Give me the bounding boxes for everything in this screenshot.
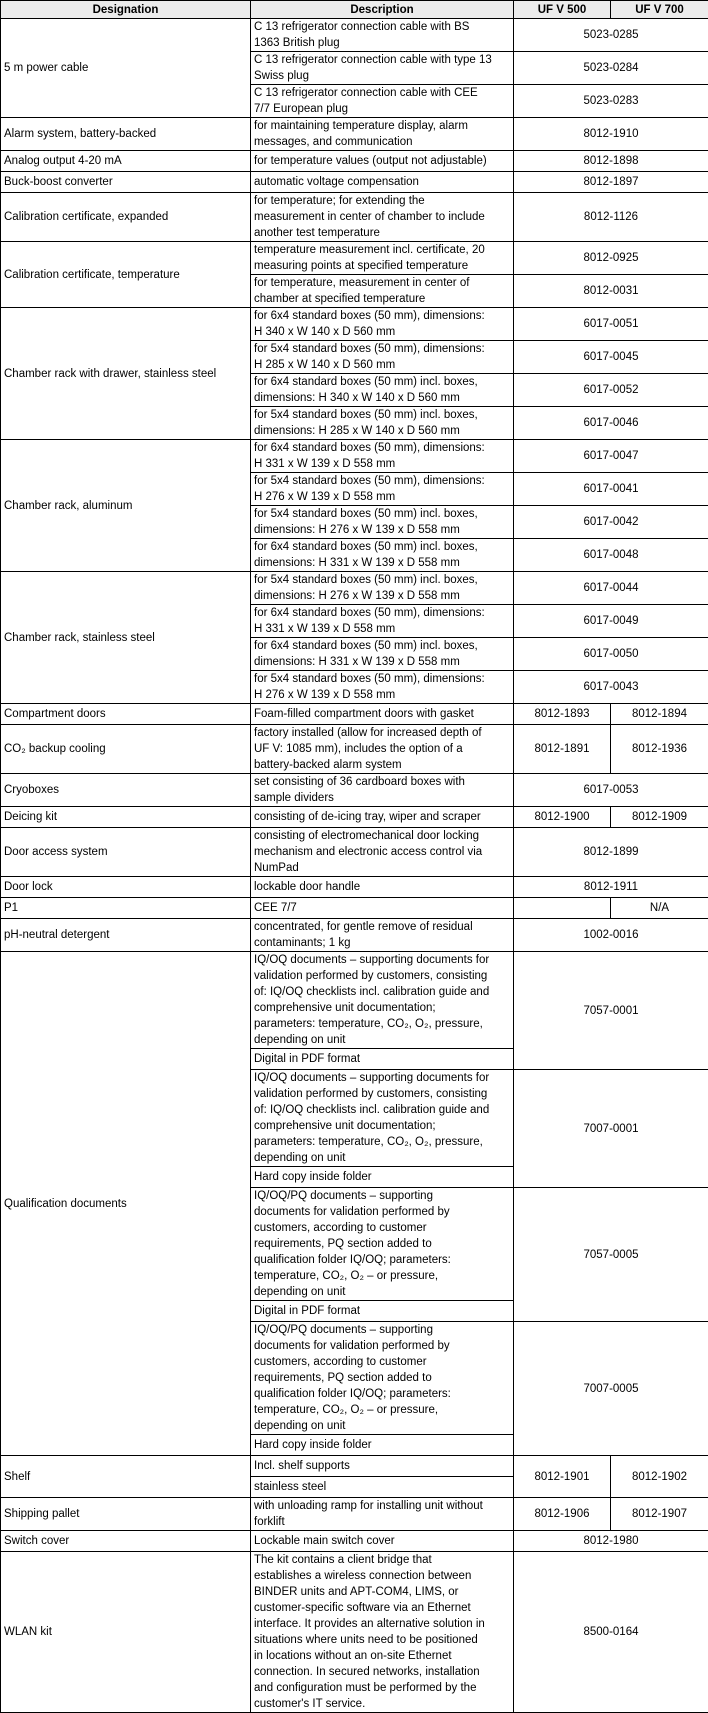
- ufv700-cell: 8012-1907: [611, 1498, 708, 1531]
- article-number-cell: 8012-1910: [514, 118, 708, 151]
- description-subcell: stainless steel: [251, 1477, 514, 1498]
- ufv500-cell: [514, 898, 611, 919]
- table-row: [1, 193, 708, 242]
- table-row: [1, 440, 708, 473]
- article-number-cell: 8012-1911: [514, 877, 708, 898]
- designation-cell: Shipping pallet: [1, 1498, 251, 1531]
- article-number-cell: 5023-0283: [514, 85, 708, 118]
- table-row: [1, 807, 708, 828]
- article-number-cell: 6017-0051: [514, 308, 708, 341]
- designation-cell: Analog output 4-20 mA: [1, 151, 251, 172]
- table-row: [1, 308, 708, 341]
- designation-cell: Calibration certificate, temperature: [1, 242, 251, 308]
- article-number-cell: 7057-0001: [514, 952, 708, 1070]
- ufv500-cell: 8012-1893: [514, 704, 611, 725]
- ufv700-cell: 8012-1936: [611, 725, 708, 774]
- description-subcell: Hard copy inside folder: [251, 1435, 514, 1456]
- description-cell: with unloading ramp for installing unit without forklift: [251, 1498, 514, 1531]
- description-cell: IQ/OQ documents – supporting documents for validation performed by customers, consisting of: IQ/OQ checklists incl. calibration guide and comprehensive unit documentation; parameters: temperature, CO₂, O₂, pressure, depending on unit: [251, 1070, 514, 1167]
- description-cell: for 6x4 standard boxes (50 mm) incl. boxes, dimensions: H 340 x W 140 x D 560 mm: [251, 374, 514, 407]
- designation-cell: 5 m power cable: [1, 19, 251, 118]
- description-cell: for 6x4 standard boxes (50 mm), dimensions: H 340 x W 140 x D 560 mm: [251, 308, 514, 341]
- description-cell: consisting of electromechanical door locking mechanism and electronic access control via NumPad: [251, 828, 514, 877]
- table-row: [1, 952, 708, 1049]
- designation-cell: Compartment doors: [1, 704, 251, 725]
- article-number-cell: 8012-1899: [514, 828, 708, 877]
- designation-cell: Switch cover: [1, 1531, 251, 1552]
- designation-cell: Chamber rack, aluminum: [1, 440, 251, 572]
- article-number-cell: 5023-0284: [514, 52, 708, 85]
- article-number-cell: 5023-0285: [514, 19, 708, 52]
- table-row: [1, 725, 708, 774]
- description-cell: consisting of de-icing tray, wiper and scraper: [251, 807, 514, 828]
- article-number-cell: 6017-0048: [514, 539, 708, 572]
- table-row: [1, 919, 708, 952]
- description-cell: CEE 7/7: [251, 898, 514, 919]
- description-cell: for temperature, measurement in center of chamber at specified temperature: [251, 275, 514, 308]
- article-number-cell: 6017-0044: [514, 572, 708, 605]
- description-subcell: Digital in PDF format: [251, 1049, 514, 1070]
- article-number-cell: 7007-0005: [514, 1322, 708, 1456]
- article-number-cell: 6017-0043: [514, 671, 708, 704]
- article-number-cell: 8012-1126: [514, 193, 708, 242]
- designation-cell: CO₂ backup cooling: [1, 725, 251, 774]
- table-row: [1, 1498, 708, 1531]
- table-row: [1, 1456, 708, 1477]
- description-cell: Lockable main switch cover: [251, 1531, 514, 1552]
- ufv700-header: UF V 700: [611, 1, 708, 19]
- article-number-cell: 8012-0925: [514, 242, 708, 275]
- table-row: [1, 704, 708, 725]
- designation-cell: Deicing kit: [1, 807, 251, 828]
- designation-cell: Cryoboxes: [1, 774, 251, 807]
- description-cell: lockable door handle: [251, 877, 514, 898]
- description-cell: IQ/OQ/PQ documents – supporting documents for validation performed by customers, according to customer requirements, PQ section added to qualification folder IQ/OQ; parameters: temperature, CO₂, O₂ – or pressure, depending on unit: [251, 1322, 514, 1435]
- description-cell: for 5x4 standard boxes (50 mm) incl. boxes, dimensions: H 276 x W 139 x D 558 mm: [251, 506, 514, 539]
- description-cell: concentrated, for gentle remove of residual contaminants; 1 kg: [251, 919, 514, 952]
- description-cell: C 13 refrigerator connection cable with CEE 7/7 European plug: [251, 85, 514, 118]
- article-number-cell: 8500-0164: [514, 1552, 708, 1713]
- article-number-cell: 6017-0050: [514, 638, 708, 671]
- article-number-cell: 8012-1898: [514, 151, 708, 172]
- designation-cell: Alarm system, battery-backed: [1, 118, 251, 151]
- designation-cell: Qualification documents: [1, 952, 251, 1456]
- table-row: [1, 774, 708, 807]
- description-cell: set consisting of 36 cardboard boxes with sample dividers: [251, 774, 514, 807]
- description-cell: for 5x4 standard boxes (50 mm), dimensions: H 276 x W 139 x D 558 mm: [251, 671, 514, 704]
- description-subcell: Digital in PDF format: [251, 1301, 514, 1322]
- description-cell: for 5x4 standard boxes (50 mm) incl. boxes, dimensions: H 276 x W 139 x D 558 mm: [251, 572, 514, 605]
- article-number-cell: 7007-0001: [514, 1070, 708, 1188]
- designation-cell: Chamber rack with drawer, stainless steel: [1, 308, 251, 440]
- ufv700-cell: N/A: [611, 898, 708, 919]
- description-subcell: Hard copy inside folder: [251, 1167, 514, 1188]
- description-cell: for 6x4 standard boxes (50 mm), dimensions: H 331 x W 139 x D 558 mm: [251, 605, 514, 638]
- description-header: Description: [251, 1, 514, 19]
- designation-cell: Door access system: [1, 828, 251, 877]
- designation-cell: Shelf: [1, 1456, 251, 1498]
- article-number-cell: 1002-0016: [514, 919, 708, 952]
- designation-cell: WLAN kit: [1, 1552, 251, 1713]
- designation-header: Designation: [1, 1, 251, 19]
- table-row: [1, 172, 708, 193]
- article-number-cell: 8012-1897: [514, 172, 708, 193]
- designation-cell: Calibration certificate, expanded: [1, 193, 251, 242]
- description-cell: for 5x4 standard boxes (50 mm), dimensions: H 285 x W 140 x D 560 mm: [251, 341, 514, 374]
- description-cell: C 13 refrigerator connection cable with BS 1363 British plug: [251, 19, 514, 52]
- description-cell: The kit contains a client bridge that establishes a wireless connection between BINDER units and APT-COM4, LIMS, or customer-specific software via an Ethernet interface. It provides an alternative solution in situations where units need to be positioned in locations without an on-site Ethernet connection. In secured networks, installation and configuration must be performed by the customer's IT service.: [251, 1552, 514, 1713]
- table-body: [1, 19, 708, 1713]
- designation-cell: pH-neutral detergent: [1, 919, 251, 952]
- description-cell: for 6x4 standard boxes (50 mm) incl. boxes, dimensions: H 331 x W 139 x D 558 mm: [251, 638, 514, 671]
- table-row: [1, 877, 708, 898]
- designation-cell: Door lock: [1, 877, 251, 898]
- article-number-cell: 6017-0045: [514, 341, 708, 374]
- table-row: [1, 19, 708, 52]
- table-row: [1, 1552, 708, 1713]
- article-number-cell: 8012-0031: [514, 275, 708, 308]
- table-row: [1, 118, 708, 151]
- article-number-cell: 8012-1980: [514, 1531, 708, 1552]
- ufv500-cell: 8012-1901: [514, 1456, 611, 1498]
- description-cell: Foam-filled compartment doors with gasket: [251, 704, 514, 725]
- description-cell: automatic voltage compensation: [251, 172, 514, 193]
- description-cell: for 6x4 standard boxes (50 mm), dimensions: H 331 x W 139 x D 558 mm: [251, 440, 514, 473]
- table-row: [1, 828, 708, 877]
- description-cell: for maintaining temperature display, alarm messages, and communication: [251, 118, 514, 151]
- description-cell: for 5x4 standard boxes (50 mm), dimensions: H 276 x W 139 x D 558 mm: [251, 473, 514, 506]
- article-number-cell: 6017-0053: [514, 774, 708, 807]
- description-cell: Incl. shelf supports: [251, 1456, 514, 1477]
- description-cell: factory installed (allow for increased depth of UF V: 1085 mm), includes the option of a battery-backed alarm system: [251, 725, 514, 774]
- description-cell: for temperature values (output not adjustable): [251, 151, 514, 172]
- ufv500-cell: 8012-1906: [514, 1498, 611, 1531]
- table-row: [1, 898, 708, 919]
- header-row: [1, 1, 708, 19]
- article-number-cell: 6017-0049: [514, 605, 708, 638]
- designation-cell: Buck-boost converter: [1, 172, 251, 193]
- article-number-cell: 6017-0046: [514, 407, 708, 440]
- description-cell: IQ/OQ/PQ documents – supporting documents for validation performed by customers, according to customer requirements, PQ section added to qualification folder IQ/OQ; parameters: temperature, CO₂, O₂ – or pressure, depending on unit: [251, 1188, 514, 1301]
- description-cell: for 5x4 standard boxes (50 mm) incl. boxes, dimensions: H 285 x W 140 x D 560 mm: [251, 407, 514, 440]
- ufv700-cell: 8012-1894: [611, 704, 708, 725]
- article-number-cell: 6017-0047: [514, 440, 708, 473]
- designation-cell: P1: [1, 898, 251, 919]
- article-number-cell: 6017-0042: [514, 506, 708, 539]
- description-cell: for 6x4 standard boxes (50 mm) incl. boxes, dimensions: H 331 x W 139 x D 558 mm: [251, 539, 514, 572]
- article-number-cell: 6017-0052: [514, 374, 708, 407]
- table-row: [1, 1531, 708, 1552]
- description-cell: for temperature; for extending the measurement in center of chamber to include another test temperature: [251, 193, 514, 242]
- article-number-cell: 6017-0041: [514, 473, 708, 506]
- table-row: [1, 151, 708, 172]
- description-cell: IQ/OQ documents – supporting documents for validation performed by customers, consisting of: IQ/OQ checklists incl. calibration guide and comprehensive unit documentation; parameters: temperature, CO₂, O₂, pressure, depending on unit: [251, 952, 514, 1049]
- article-number-cell: 7057-0005: [514, 1188, 708, 1322]
- description-cell: temperature measurement incl. certificate, 20 measuring points at specified temperature: [251, 242, 514, 275]
- description-cell: C 13 refrigerator connection cable with type 13 Swiss plug: [251, 52, 514, 85]
- ufv500-cell: 8012-1891: [514, 725, 611, 774]
- ufv500-header: UF V 500: [514, 1, 611, 19]
- designation-cell: Chamber rack, stainless steel: [1, 572, 251, 704]
- table-row: [1, 572, 708, 605]
- table-row: [1, 242, 708, 275]
- ufv700-cell: 8012-1909: [611, 807, 708, 828]
- ufv700-cell: 8012-1902: [611, 1456, 708, 1498]
- ufv500-cell: 8012-1900: [514, 807, 611, 828]
